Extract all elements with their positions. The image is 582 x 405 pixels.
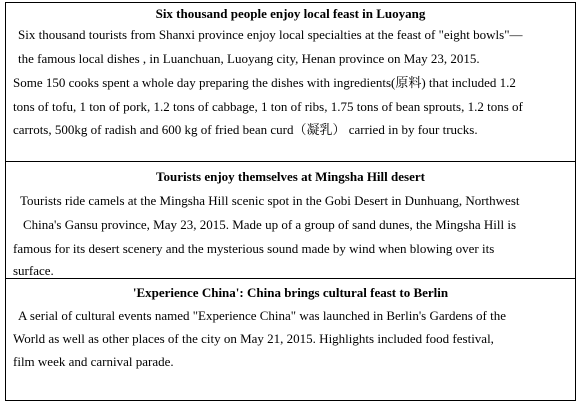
article-text-line: World as well as other places of the city on May 21, 2015. Highlights included food festival, (13, 331, 494, 346)
news-table (5, 2, 576, 401)
article-text-line: Tourists ride camels at the Mingsha Hill scenic spot in the Gobi Desert in Dunhuang, Northwest (20, 193, 520, 208)
article-text-line: film week and carnival parade. (13, 354, 174, 369)
article-title: Six thousand people enjoy local feast in Luoyang (155, 6, 426, 21)
article-title: Tourists enjoy themselves at Mingsha Hill desert (156, 169, 425, 184)
article-text-line: Six thousand tourists from Shanxi province enjoy local specialties at the feast of "eight bowls"— (18, 27, 523, 42)
article-text-line: famous for its desert scenery and the mysterious sound made by wind when blowing over its (13, 241, 495, 256)
article-text-line: Some 150 cooks spent a whole day preparing the dishes with ingredients(原料) that included 1.2 (13, 75, 516, 90)
article-berlin (6, 279, 575, 400)
article-text-line: tons of tofu, 1 ton of pork, 1.2 tons of cabbage, 1 ton of ribs, 1.75 tons of bean sprouts, 1.2 tons of (13, 99, 523, 114)
article-text-line: surface. (13, 263, 54, 278)
article-text-line: carrots, 500kg of radish and 600 kg of fried bean curd（凝乳） carried in by four trucks. (13, 122, 478, 137)
article-mingsha (6, 162, 575, 279)
article-text-line: China's Gansu province, May 23, 2015. Made up of a group of sand dunes, the Mingsha Hill is (23, 217, 517, 232)
article-title: 'Experience China': China brings cultural feast to Berlin (132, 285, 449, 300)
article-text-line: A serial of cultural events named "Experience China" was launched in Berlin's Gardens of the (18, 308, 507, 323)
article-luoyang (6, 3, 575, 162)
article-text-line: the famous local dishes , in Luanchuan, Luoyang city, Henan province on May 23, 2015. (18, 51, 480, 66)
